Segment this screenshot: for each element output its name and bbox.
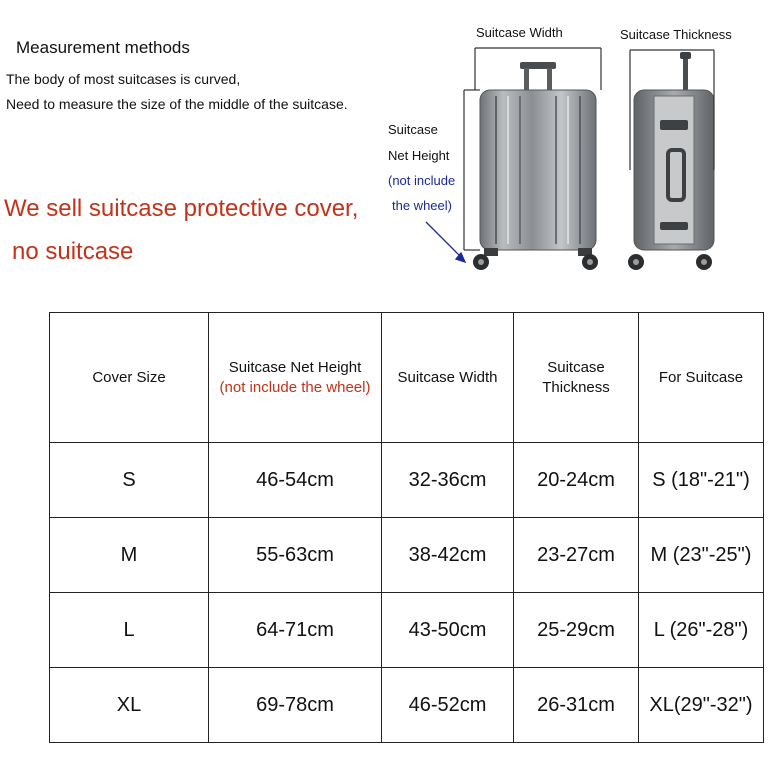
table-row xyxy=(50,518,764,593)
cell-thickness: 26-31cm xyxy=(514,668,639,743)
promo-text-line1: We sell suitcase protective cover, xyxy=(4,195,359,222)
suitcase-side-illustration xyxy=(628,52,714,270)
header-for-suitcase xyxy=(639,313,764,443)
header-for-suitcase-text: For Suitcase xyxy=(658,368,744,386)
measurement-note-line2: Need to measure the size of the middle of the suitcase. xyxy=(6,96,348,112)
header-thickness-line1: Suitcase xyxy=(547,358,605,376)
suitcase-front-illustration xyxy=(473,62,598,270)
cell-for-suitcase: XL(29"-32") xyxy=(639,668,764,743)
header-net-height xyxy=(209,313,382,443)
promo-text-line2: no suitcase xyxy=(12,238,134,265)
thickness-measure-bracket xyxy=(630,50,714,170)
net-height-note-line1: (not include xyxy=(388,173,456,188)
header-thickness xyxy=(514,313,639,443)
header-width-text: Suitcase Width xyxy=(397,368,498,386)
cell-size: S xyxy=(50,443,209,518)
table-row xyxy=(50,593,764,668)
header-net-height-note: (not include the wheel) xyxy=(219,378,371,396)
measurement-title: Measurement methods xyxy=(16,38,190,57)
cell-width: 32-36cm xyxy=(382,443,514,518)
header-width xyxy=(382,313,514,443)
cell-width: 38-42cm xyxy=(382,518,514,593)
table-row xyxy=(50,668,764,743)
cell-thickness: 25-29cm xyxy=(514,593,639,668)
height-measure-bracket xyxy=(464,90,480,250)
suitcase-width-label: Suitcase Width xyxy=(476,25,563,40)
net-height-note-line2: the wheel) xyxy=(392,198,452,213)
cell-for-suitcase: S (18"-21") xyxy=(639,443,764,518)
cell-width: 46-52cm xyxy=(382,668,514,743)
cell-width: 43-50cm xyxy=(382,593,514,668)
header-cover-size-text: Cover Size xyxy=(92,368,166,386)
table-row xyxy=(50,443,764,518)
cell-thickness: 20-24cm xyxy=(514,443,639,518)
cell-for-suitcase: L (26"-28") xyxy=(639,593,764,668)
cell-thickness: 23-27cm xyxy=(514,518,639,593)
wheel-arrow xyxy=(426,222,465,262)
measurement-note-line1: The body of most suitcases is curved, xyxy=(6,71,241,87)
cell-size: L xyxy=(50,593,209,668)
cell-height: 46-54cm xyxy=(209,443,382,518)
suitcase-thickness-label: Suitcase Thickness xyxy=(620,27,732,42)
cell-size: M xyxy=(50,518,209,593)
cell-height: 69-78cm xyxy=(209,668,382,743)
cell-height: 55-63cm xyxy=(209,518,382,593)
table-header-row xyxy=(50,313,764,443)
cell-size: XL xyxy=(50,668,209,743)
width-measure-bracket xyxy=(475,48,601,90)
size-chart-table xyxy=(49,312,764,743)
header-net-height-text: Suitcase Net Height xyxy=(228,358,362,376)
cell-height: 64-71cm xyxy=(209,593,382,668)
header-thickness-line2: Thickness xyxy=(542,378,610,396)
net-height-label-line2: Net Height xyxy=(388,148,450,163)
cell-for-suitcase: M (23"-25") xyxy=(639,518,764,593)
header-cover-size xyxy=(50,313,209,443)
net-height-label-line1: Suitcase xyxy=(388,122,438,137)
